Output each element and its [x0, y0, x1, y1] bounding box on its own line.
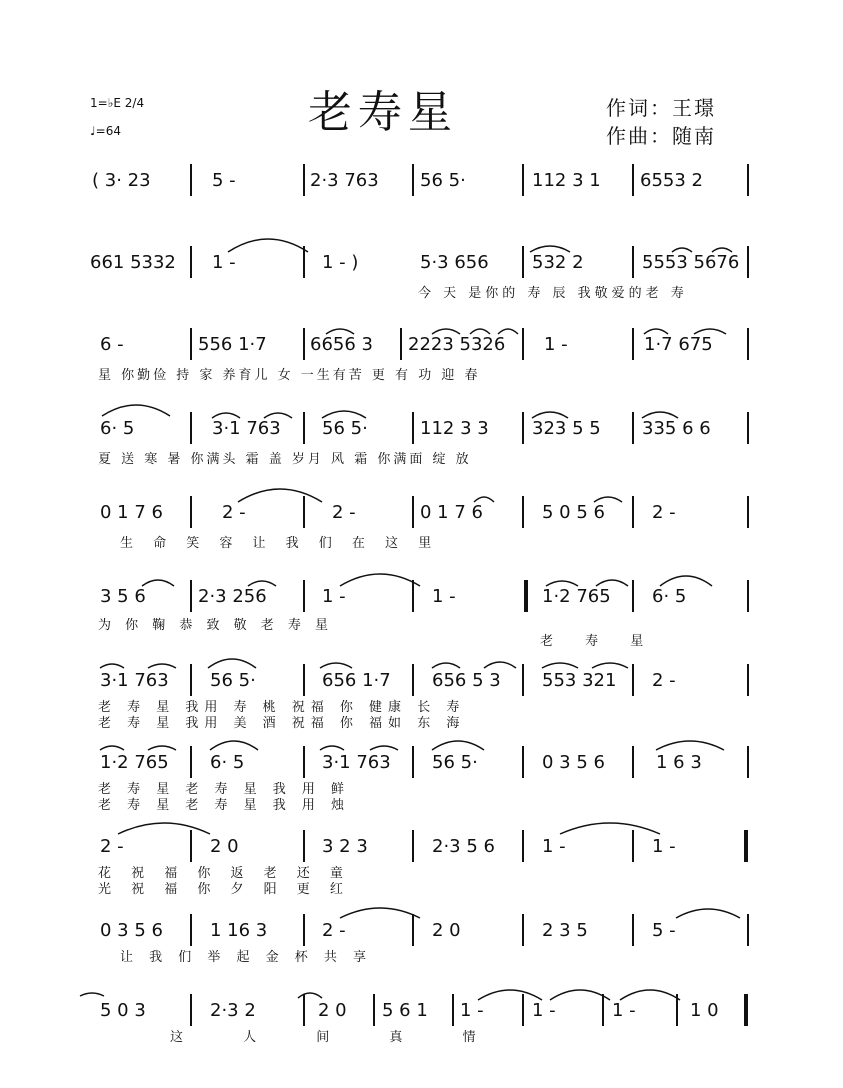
barline: [522, 412, 524, 444]
lyric-line: 生 命 笑 容 让 我 们 在 这 里: [120, 536, 440, 551]
measure-notes: 5 0 5 6: [542, 502, 605, 523]
measure-notes: 532 2: [532, 252, 584, 273]
barline: [632, 914, 634, 946]
measure-notes: 335 6 6: [642, 418, 711, 439]
measure-notes: 6656 3: [310, 334, 373, 355]
barline: [747, 914, 749, 946]
measure-notes: 656 1·7: [322, 670, 391, 691]
measure-notes: 2·3 763: [310, 170, 379, 191]
lyric-line: 花 祝 福 你 返 老 还 童: [98, 866, 351, 881]
measure-notes: 1 -: [212, 252, 236, 273]
barline: [190, 580, 192, 612]
lyricist-credit: 作词：王璟: [606, 96, 716, 120]
barline: [676, 994, 678, 1026]
measure-notes: 0 1 7 6: [420, 502, 483, 523]
measure-notes: 2 0: [432, 920, 461, 941]
measure-notes: 1 -: [322, 586, 346, 607]
barline: [190, 496, 192, 528]
measure-notes: 5 0 3: [100, 1000, 146, 1021]
barline: [747, 164, 749, 196]
score-system-4: [0, 412, 843, 472]
score-system-9: [0, 830, 843, 906]
lyric-line: 星 你勤俭 持 家 养育儿 女 一生有苦 更 有 功 迎 春: [98, 368, 481, 383]
measure-notes: 2·3 2: [210, 1000, 256, 1021]
measure-notes: 56 5·: [322, 418, 368, 439]
barline: [522, 664, 524, 696]
barline: [412, 664, 414, 696]
barline: [303, 412, 305, 444]
measure-notes: 1 6 3: [656, 752, 702, 773]
lyric-line: 为 你 鞠 恭 致 敬 老 寿 星: [98, 618, 334, 633]
measure-notes: 112 3 3: [420, 418, 489, 439]
measure-notes: 0 1 7 6: [100, 502, 163, 523]
measure-notes: 661 5332: [90, 252, 176, 273]
barline: [190, 830, 192, 862]
measure-notes: 1 -: [544, 334, 568, 355]
score-system-7: [0, 664, 843, 740]
measure-notes: 3·1 763: [100, 670, 169, 691]
barline: [522, 496, 524, 528]
measure-notes: 3 5 6: [100, 586, 146, 607]
barline: [303, 328, 305, 360]
measure-notes: 1 -: [612, 1000, 636, 1021]
lyric-line: 老 寿 星: [540, 634, 658, 649]
lyric-line: 老 寿 星 老 寿 星 我 用 鲜: [98, 782, 351, 797]
score-system-10: [0, 914, 843, 974]
barline: [190, 328, 192, 360]
measure-notes: 0 3 5 6: [100, 920, 163, 941]
barline: [522, 830, 524, 862]
lyric-line: 老 寿 星 老 寿 星 我 用 烛: [98, 798, 351, 813]
lyric-line: 夏 送 寒 暑 你满头 霜 盖 岁月 风 霜 你满面 绽 放: [98, 452, 472, 467]
measure-notes: 1 -: [460, 1000, 484, 1021]
measure-notes: 2 -: [100, 836, 124, 857]
measure-notes: 1 -: [532, 1000, 556, 1021]
barline: [303, 746, 305, 778]
measure-notes: ( 3· 23: [92, 170, 151, 191]
measure-notes: 1 -: [542, 836, 566, 857]
measure-notes: 2 3 5: [542, 920, 588, 941]
repeat-start-barline: [524, 580, 528, 612]
measure-notes: 1·2 765: [542, 586, 611, 607]
barline: [412, 580, 414, 612]
lyric-line: 老 寿 星 我用 美 酒 祝福 你 福如 东 海: [98, 716, 466, 731]
measure-notes: 56 5·: [432, 752, 478, 773]
barline: [632, 328, 634, 360]
lyric-line: 今 天 是你的 寿 辰 我敬爱的老 寿: [418, 286, 688, 301]
measure-notes: 3·1 763: [212, 418, 281, 439]
repeat-end-barline: [744, 830, 748, 862]
measure-notes: 1 16 3: [210, 920, 268, 941]
barline: [400, 328, 402, 360]
barline: [747, 412, 749, 444]
measure-notes: 5 -: [652, 920, 676, 941]
measure-notes: 5 -: [212, 170, 236, 191]
barline: [412, 914, 414, 946]
barline: [303, 164, 305, 196]
lyric-line: 这 人 间 真 情: [170, 1030, 504, 1045]
barline: [190, 994, 192, 1026]
barline: [412, 496, 414, 528]
measure-notes: 6· 5: [652, 586, 687, 607]
key-signature: [90, 96, 144, 110]
measure-notes: 56 5·: [210, 670, 256, 691]
barline: [522, 164, 524, 196]
measure-notes: 5 6 1: [382, 1000, 428, 1021]
barline: [190, 164, 192, 196]
measure-notes: 112 3 1: [532, 170, 601, 191]
barline: [190, 746, 192, 778]
measure-notes: 5553 5676: [642, 252, 740, 273]
measure-notes: 1 - ): [322, 252, 359, 273]
barline: [522, 746, 524, 778]
lyric-line: 让 我 们 举 起 金 杯 共 享: [120, 950, 373, 965]
barline: [303, 246, 305, 278]
measure-notes: 556 1·7: [198, 334, 267, 355]
measure-notes: 2·3 256: [198, 586, 267, 607]
barline: [632, 664, 634, 696]
score-system-5: [0, 496, 843, 556]
measure-notes: 6· 5: [100, 418, 135, 439]
measure-notes: 6· 5: [210, 752, 245, 773]
barline: [632, 580, 634, 612]
barline: [632, 830, 634, 862]
measure-notes: 5·3 656: [420, 252, 489, 273]
barline: [747, 246, 749, 278]
score-system-1: [0, 164, 843, 204]
measure-notes: 0 3 5 6: [542, 752, 605, 773]
barline: [190, 246, 192, 278]
barline: [522, 994, 524, 1026]
barline: [303, 830, 305, 862]
barline: [747, 664, 749, 696]
measure-notes: 2 0: [318, 1000, 347, 1021]
measure-notes: 2 -: [652, 670, 676, 691]
barline: [602, 994, 604, 1026]
measure-notes: 6553 2: [640, 170, 703, 191]
barline: [747, 496, 749, 528]
barline: [190, 664, 192, 696]
key-label: 1=♭E: [90, 96, 121, 110]
barline: [632, 496, 634, 528]
measure-notes: 2 -: [332, 502, 356, 523]
measure-notes: 3·1 763: [322, 752, 391, 773]
barline: [452, 994, 454, 1026]
barline: [412, 830, 414, 862]
measure-notes: 6 -: [100, 334, 124, 355]
barline: [747, 746, 749, 778]
measure-notes: 553 321: [542, 670, 617, 691]
score-system-8: [0, 746, 843, 822]
tempo-mark: ♩=64: [90, 124, 121, 138]
barline: [632, 164, 634, 196]
barline: [303, 496, 305, 528]
barline: [522, 914, 524, 946]
barline: [632, 412, 634, 444]
barline: [747, 580, 749, 612]
barline: [632, 746, 634, 778]
measure-notes: 3 2 3: [322, 836, 368, 857]
measure-notes: 2 -: [222, 502, 246, 523]
score-system-11: [0, 994, 843, 1054]
lyric-line: 光 祝 福 你 夕 阳 更 红: [98, 882, 351, 897]
barline: [412, 746, 414, 778]
measure-notes: 1 -: [432, 586, 456, 607]
barline: [632, 246, 634, 278]
score-system-3: [0, 328, 843, 388]
score-system-6: [0, 580, 843, 656]
barline: [303, 914, 305, 946]
barline: [303, 580, 305, 612]
measure-notes: 2 0: [210, 836, 239, 857]
barline: [303, 994, 305, 1026]
barline: [522, 328, 524, 360]
measure-notes: 656 5 3: [432, 670, 501, 691]
final-barline: [744, 994, 748, 1026]
measure-notes: 323 5 5: [532, 418, 601, 439]
measure-notes: 56 5·: [420, 170, 466, 191]
measure-notes: 1 -: [652, 836, 676, 857]
measure-notes: 1·7 675: [644, 334, 713, 355]
measure-notes: 2223 5326: [408, 334, 506, 355]
composer-credit: 作曲：随南: [606, 124, 716, 148]
lyric-line: 老 寿 星 我用 寿 桃 祝福 你 健康 长 寿: [98, 700, 466, 715]
barline: [522, 246, 524, 278]
measure-notes: 2 -: [652, 502, 676, 523]
barline: [747, 328, 749, 360]
measure-notes: 1·2 765: [100, 752, 169, 773]
barline: [303, 664, 305, 696]
barline: [190, 914, 192, 946]
barline: [412, 412, 414, 444]
measure-notes: 1 0: [690, 1000, 719, 1021]
barline: [373, 994, 375, 1026]
score-system-2: [0, 246, 843, 306]
measure-notes: 2·3 5 6: [432, 836, 495, 857]
barline: [412, 164, 414, 196]
time-signature: 2/4: [124, 96, 145, 110]
measure-notes: 2 -: [322, 920, 346, 941]
song-title: 老寿星: [308, 87, 458, 138]
barline: [190, 412, 192, 444]
